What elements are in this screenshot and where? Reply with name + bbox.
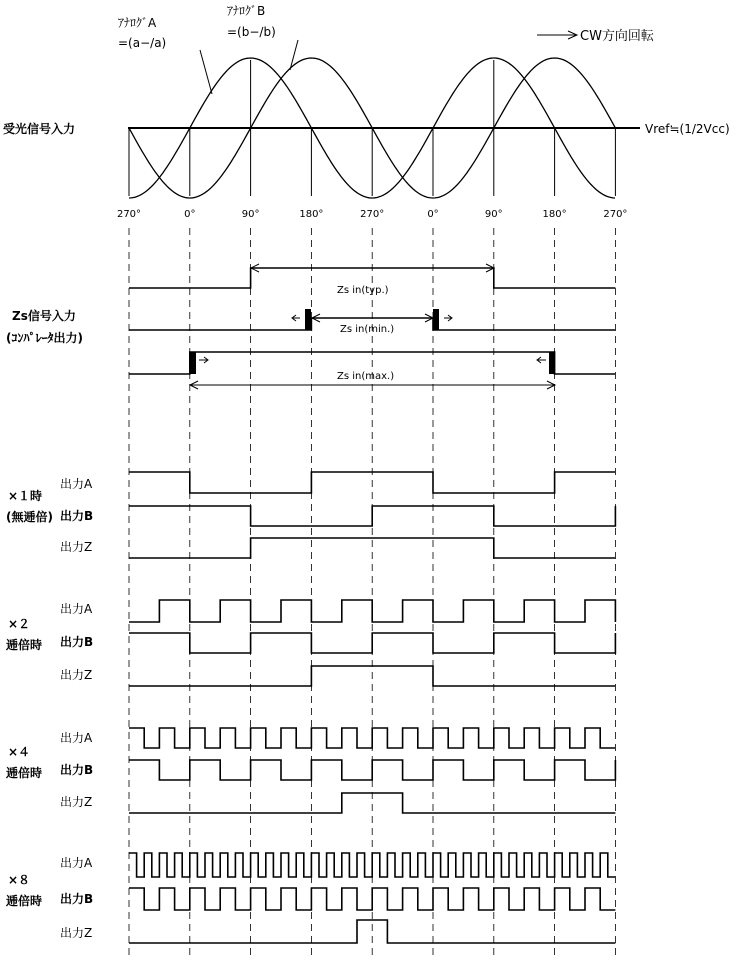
waveform-x4-a — [129, 728, 615, 748]
phase-tick-label: 270° — [360, 209, 385, 220]
analog-section — [3, 4, 730, 220]
zs-min-right-arrow-icon — [444, 315, 452, 321]
zs-typ-label: Zs in(typ.) — [337, 285, 389, 296]
x2-out-b-label: 出力B — [60, 635, 94, 649]
phase-tick-label: 90° — [241, 209, 260, 220]
waveform-x2-a — [129, 600, 615, 622]
phase-tick-label: 270° — [116, 209, 142, 220]
analog-a-label: ｱﾅﾛｸﾞA — [118, 16, 157, 30]
x4-group-sublabel: 逓倍時 — [6, 766, 43, 780]
phase-tick-label: 0° — [184, 209, 196, 220]
x8-out-a-label: 出力A — [60, 856, 93, 870]
x1-out-a-label: 出力A — [60, 477, 93, 491]
x1-out-b-label: 出力B — [60, 509, 94, 523]
zs-max-inner-right-arrow-icon — [537, 357, 546, 363]
x1-group-sublabel: (無逓倍) — [6, 510, 53, 524]
x4-out-z-label: 出力Z — [60, 795, 93, 809]
phase-tick-label: 0° — [427, 209, 439, 220]
phase-tick-label: 90° — [484, 209, 503, 220]
x8-group-sublabel: 逓倍時 — [6, 894, 43, 908]
x2-out-a-label: 出力A — [60, 602, 93, 616]
waveform-x8-a — [129, 853, 615, 877]
zs-min-start-block — [305, 309, 311, 330]
x2-group-label: ×２ — [8, 617, 31, 631]
x4-out-b-label: 出力B — [60, 763, 94, 777]
x4-out-a-label: 出力A — [60, 731, 93, 745]
zs-max-start-block — [190, 352, 196, 374]
zs-max-inner-left-arrow-icon — [199, 357, 208, 363]
output-group-labels — [5, 476, 93, 940]
x1-group-label: ×１時 — [8, 489, 43, 503]
vref-label: Vref≒(1/2Vcc) — [645, 122, 730, 136]
zs-min-label: Zs in(min.) — [340, 324, 395, 335]
x2-group-sublabel: 逓倍時 — [6, 638, 43, 652]
zs-section — [6, 264, 555, 389]
cw-label: CW方向回転 — [580, 29, 654, 44]
x8-group-label: ×８ — [8, 873, 31, 887]
zs-min-left-arrow-icon — [292, 315, 300, 321]
waveform-x4-b — [129, 760, 615, 780]
zs-min-end-block — [433, 309, 439, 330]
phase-tick-label: 270° — [603, 209, 628, 220]
zs-input-sublabel: (ｺﾝﾊﾟﾚｰﾀ出力) — [6, 331, 83, 345]
x2-out-z-label: 出力Z — [60, 668, 93, 682]
x1-out-z-label: 出力Z — [60, 540, 93, 554]
x4-group-label: ×４ — [8, 745, 31, 759]
zs-max-label: Zs in(max.) — [337, 371, 395, 382]
zs-input-label: Zs信号入力 — [12, 309, 76, 323]
phase-tick-label: 180° — [542, 209, 567, 220]
waveform-x8-b — [129, 888, 615, 910]
analog-b-label: ｱﾅﾛｸﾞB — [227, 4, 266, 18]
phase-tick-labels — [117, 209, 627, 220]
waveform-x1-b — [129, 506, 615, 526]
analog-a-leader — [200, 50, 212, 94]
x8-out-z-label: 出力Z — [60, 926, 93, 940]
waveform-x2-b — [129, 633, 615, 653]
analog-b-formula: =(b−/b) — [227, 25, 276, 39]
analog-a-formula: =(a−/a) — [118, 36, 167, 50]
received-signal-label: 受光信号入力 — [3, 122, 76, 136]
x8-out-b-label: 出力B — [60, 892, 94, 906]
phase-tick-label: 180° — [299, 209, 324, 220]
